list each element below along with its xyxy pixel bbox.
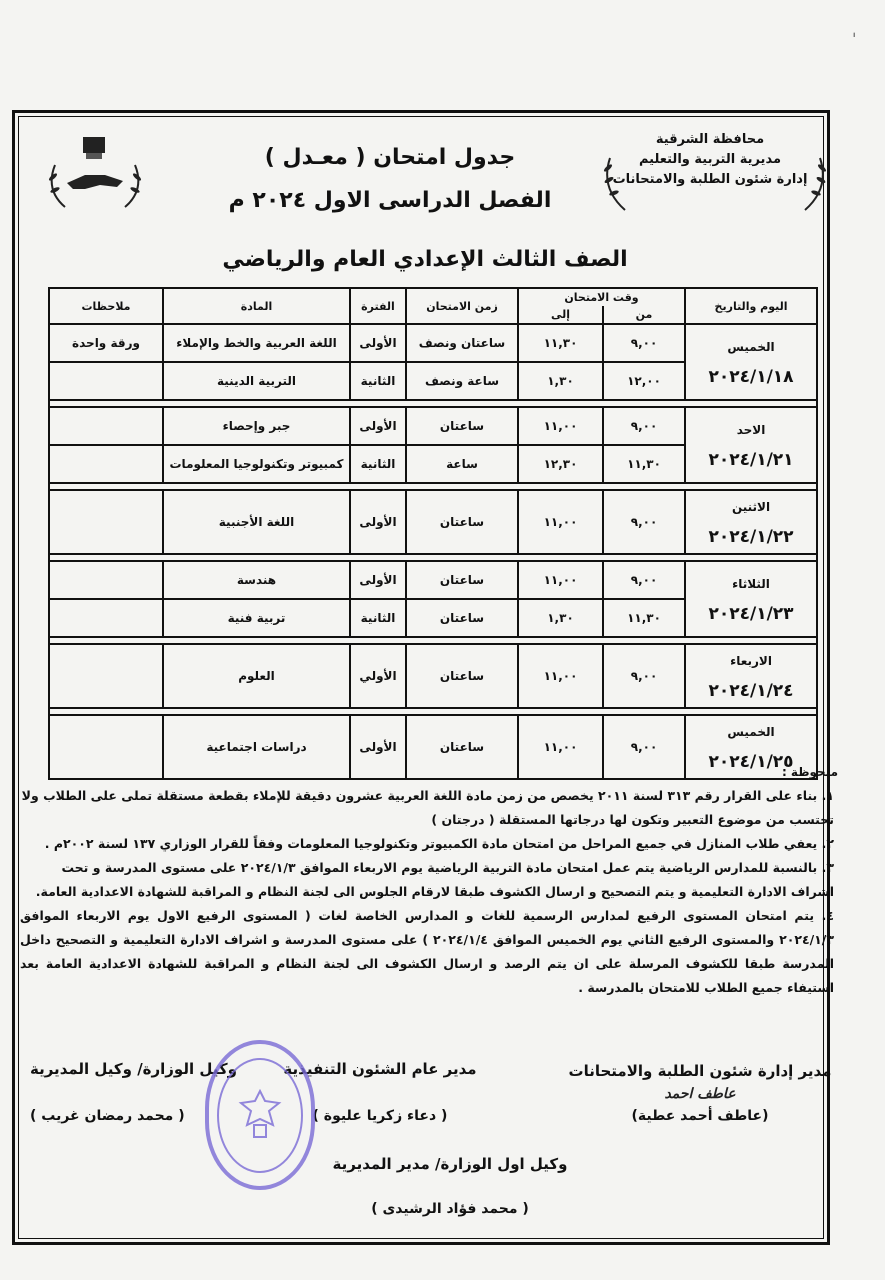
duration-cell: ساعتان	[406, 599, 518, 637]
time-from-cell: ١٢,٠٠	[603, 362, 685, 400]
laurel-icon	[600, 148, 830, 218]
table-header-row	[49, 288, 817, 306]
period-cell: الأولي	[350, 644, 406, 708]
duration-cell: ساعتان ونصف	[406, 324, 518, 362]
ministry-logo-icon	[45, 135, 145, 215]
subject-cell: العلوم	[163, 644, 350, 708]
note-item: ٢. يعفي طلاب المنازل في جميع المراحل من امتحان مادة الكمبيوتر وتكنولوجيا المعلومات وفقاً للقرار الوزاري ١٣٧ لسنة ٢٠٠٢م .	[44, 836, 834, 851]
header-to: إلى	[518, 306, 603, 324]
signature-student-affairs	[560, 1062, 840, 1124]
note-cell: ورقة واحدة	[49, 324, 163, 362]
note-item: ٣. بالنسبة للمدارس الرياضية يتم عمل امتحان مادة التربية الرياضية يوم الاربعاء الموافق ٢٠٢٤/١/٣ على مستوى المدرسة و تحت اشراف الادارة التعليمية و يتم التصحيح و ارسال الكشوف طبقا لارقام الجلوس الى لجنة النظام و المراقبة للشهادة الاعدادية العامة.	[35, 860, 834, 899]
note-cell	[49, 445, 163, 483]
signature-role: وكيل الوزارة/ وكيل المديرية	[30, 1060, 237, 1078]
header-notes: ملاحظات	[49, 288, 163, 324]
exam-date: ٢٠٢٤/١/٢٣	[708, 604, 794, 624]
day-name: الاحد	[736, 423, 766, 437]
header-from: من	[603, 306, 685, 324]
duration-cell: ساعتان	[406, 644, 518, 708]
duration-cell: ساعتان	[406, 561, 518, 599]
header-exam-time: وقت الامتحان	[518, 288, 685, 306]
note-cell	[49, 561, 163, 599]
day-name: الثلاثاء	[732, 577, 770, 591]
table-row	[49, 407, 817, 445]
signature-name: ( دعاء زكريا عليوة )	[312, 1108, 448, 1124]
table-row	[49, 561, 817, 599]
term-title: الفصل الدراسى الاول ٢٠٢٤ م	[228, 188, 552, 213]
time-to-cell: ١,٣٠	[518, 599, 603, 637]
table-row	[49, 644, 817, 708]
day-date-cell	[685, 490, 817, 554]
signature-role: مدير عام الشئون التنفيذية	[283, 1060, 477, 1078]
period-cell: الأولى	[350, 490, 406, 554]
time-from-cell: ٩,٠٠	[603, 561, 685, 599]
exam-date: ٢٠٢٤/١/٢١	[708, 450, 794, 470]
time-to-cell: ١١,٠٠	[518, 715, 603, 779]
period-cell: الثانية	[350, 599, 406, 637]
note-item: ١. بناء على القرار رقم ٣١٣ لسنة ٢٠١١ يخصص من زمن مادة اللغة العربية عشرون دقيقة للإملاء بقطعة مستقلة تملى على الطلاب ولا تحتسب من موضوع التعبير وتكون لها درجاتها المستقلة ( درجتان )	[21, 788, 834, 827]
header-day-date: اليوم والتاريخ	[685, 288, 817, 324]
exam-date: ٢٠٢٤/١/٢٤	[708, 681, 794, 701]
subject-cell: اللغة الأجنبية	[163, 490, 350, 554]
governorate-label: محافظة الشرقية	[655, 132, 765, 147]
time-from-cell: ٩,٠٠	[603, 490, 685, 554]
grade-title: الصف الثالث الإعدادي العام والرياضي	[222, 247, 628, 272]
department-label: إدارة شئون الطلبة والامتحانات	[612, 172, 808, 187]
day-separator	[49, 637, 817, 644]
day-date-cell	[685, 324, 817, 400]
day-name: الخميس	[727, 725, 775, 739]
time-to-cell: ١١,٠٠	[518, 407, 603, 445]
duration-cell: ساعتان	[406, 407, 518, 445]
table-row	[49, 490, 817, 554]
time-to-cell: ١١,٠٠	[518, 644, 603, 708]
subject-cell: دراسات اجتماعية	[163, 715, 350, 779]
day-separator	[49, 400, 817, 407]
subject-cell: كمبيوتر وتكنولوجيا المعلومات	[163, 445, 350, 483]
note-cell	[49, 490, 163, 554]
subject-cell: هندسة	[163, 561, 350, 599]
directorate-label: مديرية التربية والتعليم	[638, 152, 782, 167]
time-to-cell: ١٢,٣٠	[518, 445, 603, 483]
header-duration: زمن الامتحان	[406, 288, 518, 324]
subject-cell: التربية الدينية	[163, 362, 350, 400]
day-name: الاثنين	[731, 500, 771, 514]
period-cell: الأولى	[350, 715, 406, 779]
note-cell	[49, 407, 163, 445]
table-row	[49, 324, 817, 362]
subject-cell: اللغة العربية والخط والإملاء	[163, 324, 350, 362]
day-date-cell	[685, 561, 817, 637]
notes-section	[20, 760, 840, 1000]
day-date-cell	[685, 644, 817, 708]
signature-first-deputy	[300, 1155, 600, 1217]
period-cell: الأولى	[350, 407, 406, 445]
time-from-cell: ٩,٠٠	[603, 407, 685, 445]
duration-cell: ساعة ونصف	[406, 362, 518, 400]
time-from-cell: ٩,٠٠	[603, 715, 685, 779]
corner-mark-icon: ˈ	[852, 30, 857, 49]
official-stamp-icon	[205, 1040, 315, 1190]
duration-cell: ساعة	[406, 445, 518, 483]
signature-role: مدير إدارة شئون الطلبة والامتحانات	[568, 1062, 832, 1080]
note-cell	[49, 362, 163, 400]
exam-date: ٢٠٢٤/١/٢٢	[708, 527, 794, 547]
time-to-cell: ١١,٣٠	[518, 324, 603, 362]
subject-cell: جبر وإحصاء	[163, 407, 350, 445]
duration-cell: ساعتان	[406, 490, 518, 554]
subject-cell: تربية فنية	[163, 599, 350, 637]
time-to-cell: ١,٣٠	[518, 362, 603, 400]
time-from-cell: ٩,٠٠	[603, 644, 685, 708]
time-from-cell: ١١,٣٠	[603, 445, 685, 483]
day-name: الخميس	[727, 340, 775, 354]
period-cell: الثانية	[350, 362, 406, 400]
time-to-cell: ١١,٠٠	[518, 561, 603, 599]
exam-date: ٢٠٢٤/١/٢٥	[708, 752, 794, 772]
handwritten-signature: عاطف احمد	[664, 1086, 736, 1102]
day-separator	[49, 554, 817, 561]
time-from-cell: ٩,٠٠	[603, 324, 685, 362]
signature-role: وكيل اول الوزارة/ مدير المديرية	[332, 1155, 568, 1173]
header-subject: المادة	[163, 288, 350, 324]
exam-schedule-table	[48, 287, 818, 780]
note-cell	[49, 644, 163, 708]
exam-date: ٢٠٢٤/١/١٨	[708, 367, 794, 387]
period-cell: الأولى	[350, 324, 406, 362]
note-item: ٤. يتم امتحان المستوى الرفيع لمدارس الرسمية للغات و المدارس الخاصة لغات ( المستوى الرفيع الاول يوم الاربعاء الموافق ٢٠٢٤/١/٣ والمستوى الرفيع الثاني يوم الخميس الموافق ٢٠٢٤/١/٤ ) على مستوى المدرسة و اشراف الادارة التعليمية و التصحيح داخل المدرسة طبقا للكشوف المرسلة على ان يتم الرصد و ارسال الكشوف الى لجنة النظام و المراقبة للشهادة الاعدادية العامة بعد استيفاء جميع الطلاب للامتحان بالمدرسة .	[20, 908, 834, 995]
header-period: الفترة	[350, 288, 406, 324]
time-from-cell: ١١,٣٠	[603, 599, 685, 637]
day-separator	[49, 708, 817, 715]
duration-cell: ساعتان	[406, 715, 518, 779]
note-cell	[49, 599, 163, 637]
day-date-cell	[685, 407, 817, 483]
document-title: جدول امتحان ( معـدل )	[264, 145, 516, 170]
signature-name: ( محمد فؤاد الرشيدى )	[371, 1201, 529, 1217]
period-cell: الأولى	[350, 561, 406, 599]
signature-name: (عاطف أحمد عطية)	[631, 1108, 769, 1124]
day-name: الاربعاء	[730, 654, 772, 668]
notes-title: ملحوظة :	[781, 765, 838, 779]
time-to-cell: ١١,٠٠	[518, 490, 603, 554]
eagle-emblem-icon	[237, 1089, 283, 1141]
day-separator	[49, 483, 817, 490]
period-cell: الثانية	[350, 445, 406, 483]
signature-name: ( محمد رمضان غريب )	[30, 1108, 185, 1124]
